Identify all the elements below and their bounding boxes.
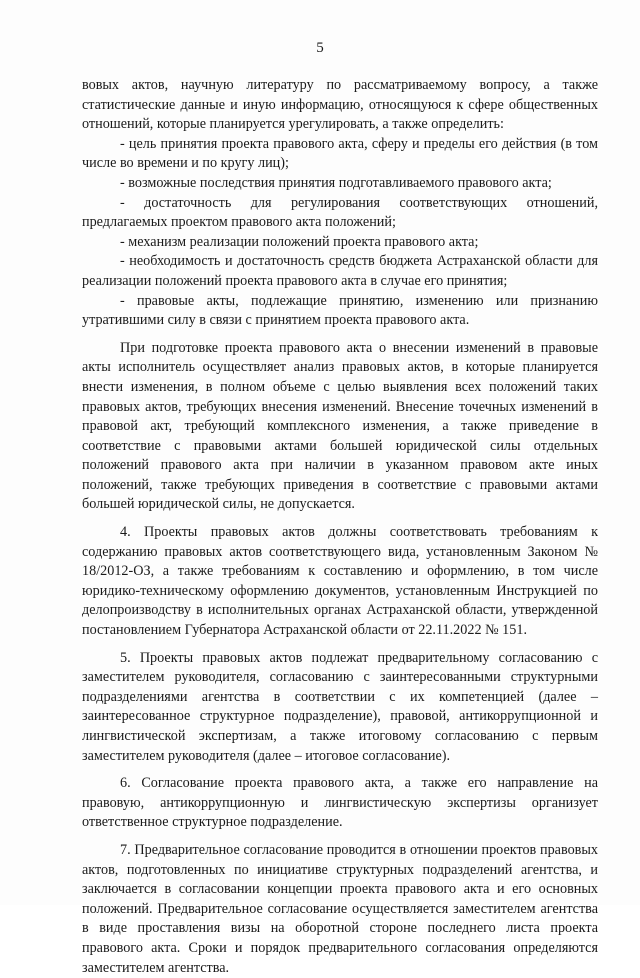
paragraph-item-6: 6. Согласование проекта правового акта, а также его направление на правовую, антикоррупционную и лингвистическую экспертизы организует ответственное структурное подразделение. bbox=[82, 775, 598, 831]
list-item-sufficiency: - достаточность для регулирования соответствующих отношений, предлагаемых проектом правового акта положений; bbox=[82, 194, 598, 231]
list-item-goal: - цель принятия проекта правового акта, сферу и пределы его действия (в том числе во времени и по кругу лиц); bbox=[82, 135, 598, 172]
document-body bbox=[82, 76, 598, 978]
paragraph-item-5: 5. Проекты правовых актов подлежат предварительному согласованию с заместителем руководителя, согласованию с заинтересованными структурными подразделениями агентства в соответствии с их компетенцией (далее – заинтересованное структурное подразделение), правовой, антикоррупционной и лингвистической экспертизам, а также итоговому согласованию с первым заместителем руководителя (далее – итоговое согласование). bbox=[82, 649, 598, 764]
paragraph-item-4: 4. Проекты правовых актов должны соответствовать требованиям к содержанию правовых актов соответствующего вида, установленным Законом № 18/2012-ОЗ, а также требованиям к составлению и оформлению, в том числе юридико-техническому оформлению документов, установленным Инструкцией по делопроизводству в исполнительных органах Астраханской области, утвержденной постановлением Губернатора Астраханской области от 22.11.2022 № 151. bbox=[82, 524, 598, 639]
paragraph-amendments: При подготовке проекта правового акта о внесении изменений в правовые акты исполнитель осуществляет анализ правовых актов, в которые планируется внести изменения, в полном объеме с целью выявления всех положений таких правовых актов, требующих внесения изменений. Внесение точечных изменений в правовой акт, требующий комплексного изменения, а также приведение в соответствие с правовыми актами большей юридической силы отдельных положений правового акта при наличии в указанном правовом акте иных положений, также требующих приведения в соответствие с правовыми актами большей юридической силы, не допускается. bbox=[82, 339, 598, 513]
list-item-legal-acts: - правовые акты, подлежащие принятию, изменению или признанию утратившими силу в связи с принятием проекта правового акта. bbox=[82, 292, 598, 329]
paragraph-continuation: вовых актов, научную литературу по рассматриваемому вопросу, а также статистические данные и иную информацию, относящуюся к сфере общественных отношений, которые планируется урегулировать, а также определить: bbox=[82, 77, 598, 133]
page-number: 5 bbox=[316, 40, 324, 56]
paragraph-item-7: 7. Предварительное согласование проводится в отношении проектов правовых актов, подготовленных по инициативе структурных подразделений агентства, и заключается в согласовании концепции проекта правового акта и его основных положений. Предварительное согласование осуществляется заместителем агентства в виде проставления визы на оборотной стороне последнего листа проекта правового акта. Сроки и порядок предварительного согласования определяются заместителем агентства. bbox=[82, 841, 598, 976]
list-item-budget: - необходимость и достаточность средств бюджета Астраханской области для реализации положений проекта правового акта в случае его принятия; bbox=[82, 253, 598, 289]
list-item-consequences: - возможные последствия принятия подготавливаемого правового акта; bbox=[120, 174, 552, 191]
list-item-mechanism: - механизм реализации положений проекта правового акта; bbox=[120, 233, 479, 250]
